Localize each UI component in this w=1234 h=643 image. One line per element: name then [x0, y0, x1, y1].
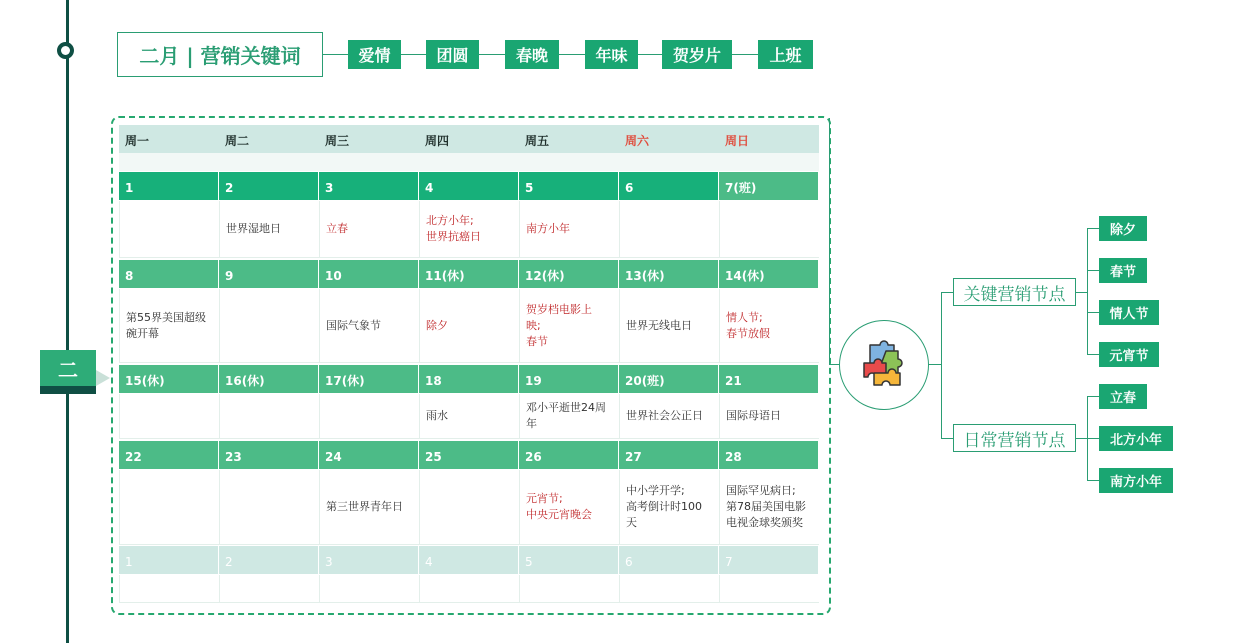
category-daily-nodes: 日常营销节点	[953, 424, 1076, 452]
day-events	[719, 201, 819, 258]
day-number: 23	[219, 441, 318, 469]
day-events	[319, 394, 419, 439]
day-events	[119, 394, 219, 439]
weekday-header: 周二	[219, 125, 319, 153]
weekday-header: 周四	[419, 125, 519, 153]
weekday-header: 周五	[519, 125, 619, 153]
month-badge: 二	[40, 350, 96, 386]
day-number: 9	[219, 260, 318, 288]
connector	[941, 292, 953, 293]
day-events: 世界湿地日	[219, 201, 319, 258]
leaf-node: 南方小年	[1099, 468, 1173, 493]
day-events: 立春	[319, 201, 419, 258]
day-number: 5	[519, 172, 618, 200]
day-events: 国际母语日	[719, 394, 819, 439]
leaf-node: 情人节	[1099, 300, 1159, 325]
day-events	[719, 575, 819, 603]
day-number: 18	[419, 365, 518, 393]
connector	[1087, 270, 1099, 271]
connector	[1075, 438, 1087, 439]
day-events: 除夕	[419, 289, 519, 363]
day-events: 世界社会公正日	[619, 394, 719, 439]
day-number: 6	[619, 546, 718, 574]
day-events: 贺岁档电影上 映; 春节	[519, 289, 619, 363]
connector	[1087, 228, 1088, 354]
weekday-header: 周一	[119, 125, 219, 153]
keyword-tag: 团圆	[426, 40, 479, 69]
day-number: 22	[119, 441, 218, 469]
day-events: 邓小平逝世24周 年	[519, 394, 619, 439]
keyword-tag: 贺岁片	[662, 40, 732, 69]
connector	[1075, 292, 1087, 293]
day-events: 第55界美国超级 碗开幕	[119, 289, 219, 363]
connector	[1087, 228, 1099, 229]
day-number: 27	[619, 441, 718, 469]
keyword-tag: 上班	[758, 40, 813, 69]
day-number: 6	[619, 172, 718, 200]
leaf-node: 春节	[1099, 258, 1147, 283]
day-events: 中小学开学; 高考倒计时100 天	[619, 470, 719, 545]
month-badge-shadow	[40, 386, 96, 394]
day-events	[519, 575, 619, 603]
day-events: 国际气象节	[319, 289, 419, 363]
connector	[829, 118, 830, 364]
day-number: 11(休)	[419, 260, 518, 288]
day-number: 1	[119, 546, 218, 574]
day-events: 北方小年; 世界抗癌日	[419, 201, 519, 258]
day-number: 3	[319, 172, 418, 200]
day-number: 3	[319, 546, 418, 574]
puzzle-icon	[840, 321, 928, 409]
day-events: 情人节; 春节放假	[719, 289, 819, 363]
day-events	[219, 470, 319, 545]
day-events	[119, 575, 219, 603]
day-events: 第三世界青年日	[319, 470, 419, 545]
connector	[1087, 312, 1099, 313]
day-events	[619, 575, 719, 603]
day-events	[619, 201, 719, 258]
day-events	[119, 470, 219, 545]
day-number: 8	[119, 260, 218, 288]
day-number: 15(休)	[119, 365, 218, 393]
day-number: 26	[519, 441, 618, 469]
day-events	[219, 289, 319, 363]
day-number: 16(休)	[219, 365, 318, 393]
day-events	[219, 394, 319, 439]
day-number: 10	[319, 260, 418, 288]
header-spacer	[119, 153, 819, 171]
connector	[829, 364, 839, 365]
day-number: 17(休)	[319, 365, 418, 393]
day-number: 20(班)	[619, 365, 718, 393]
leaf-node: 元宵节	[1099, 342, 1159, 367]
page-title: 二月 | 营销关键词	[117, 32, 323, 77]
timeline-line	[66, 0, 69, 643]
day-number: 19	[519, 365, 618, 393]
day-number: 4	[419, 546, 518, 574]
keyword-tag: 年味	[585, 40, 638, 69]
connector	[1087, 396, 1099, 397]
leaf-node: 立春	[1099, 384, 1147, 409]
keyword-tag: 爱情	[348, 40, 401, 69]
connector	[1087, 438, 1099, 439]
leaf-node: 北方小年	[1099, 426, 1173, 451]
day-number: 7(班)	[719, 172, 818, 200]
day-events	[419, 575, 519, 603]
connector	[941, 438, 953, 439]
weekday-header: 周日	[719, 125, 819, 153]
day-number: 4	[419, 172, 518, 200]
puzzle-icon-circle	[839, 320, 929, 410]
connector	[1087, 480, 1099, 481]
day-number: 2	[219, 172, 318, 200]
weekday-header: 周六	[619, 125, 719, 153]
day-number: 5	[519, 546, 618, 574]
day-events: 世界无线电日	[619, 289, 719, 363]
day-number: 14(休)	[719, 260, 818, 288]
day-events	[419, 470, 519, 545]
day-number: 25	[419, 441, 518, 469]
day-number: 28	[719, 441, 818, 469]
day-events	[119, 201, 219, 258]
day-number: 13(休)	[619, 260, 718, 288]
day-events	[319, 575, 419, 603]
day-events: 南方小年	[519, 201, 619, 258]
connector	[1087, 354, 1099, 355]
day-events	[219, 575, 319, 603]
connector	[927, 364, 941, 365]
day-events: 国际罕见病日; 第78届美国电影 电视金球奖颁奖	[719, 470, 819, 545]
day-number: 12(休)	[519, 260, 618, 288]
day-number: 2	[219, 546, 318, 574]
keyword-tag: 春晚	[505, 40, 559, 69]
day-number: 7	[719, 546, 818, 574]
day-number: 21	[719, 365, 818, 393]
day-number: 1	[119, 172, 218, 200]
day-events: 元宵节; 中央元宵晚会	[519, 470, 619, 545]
category-key-nodes: 关键营销节点	[953, 278, 1076, 306]
badge-pointer	[96, 370, 110, 386]
weekday-header: 周三	[319, 125, 419, 153]
day-number: 24	[319, 441, 418, 469]
leaf-node: 除夕	[1099, 216, 1147, 241]
connector	[941, 292, 942, 438]
timeline-dot-icon	[57, 42, 74, 59]
day-events: 雨水	[419, 394, 519, 439]
